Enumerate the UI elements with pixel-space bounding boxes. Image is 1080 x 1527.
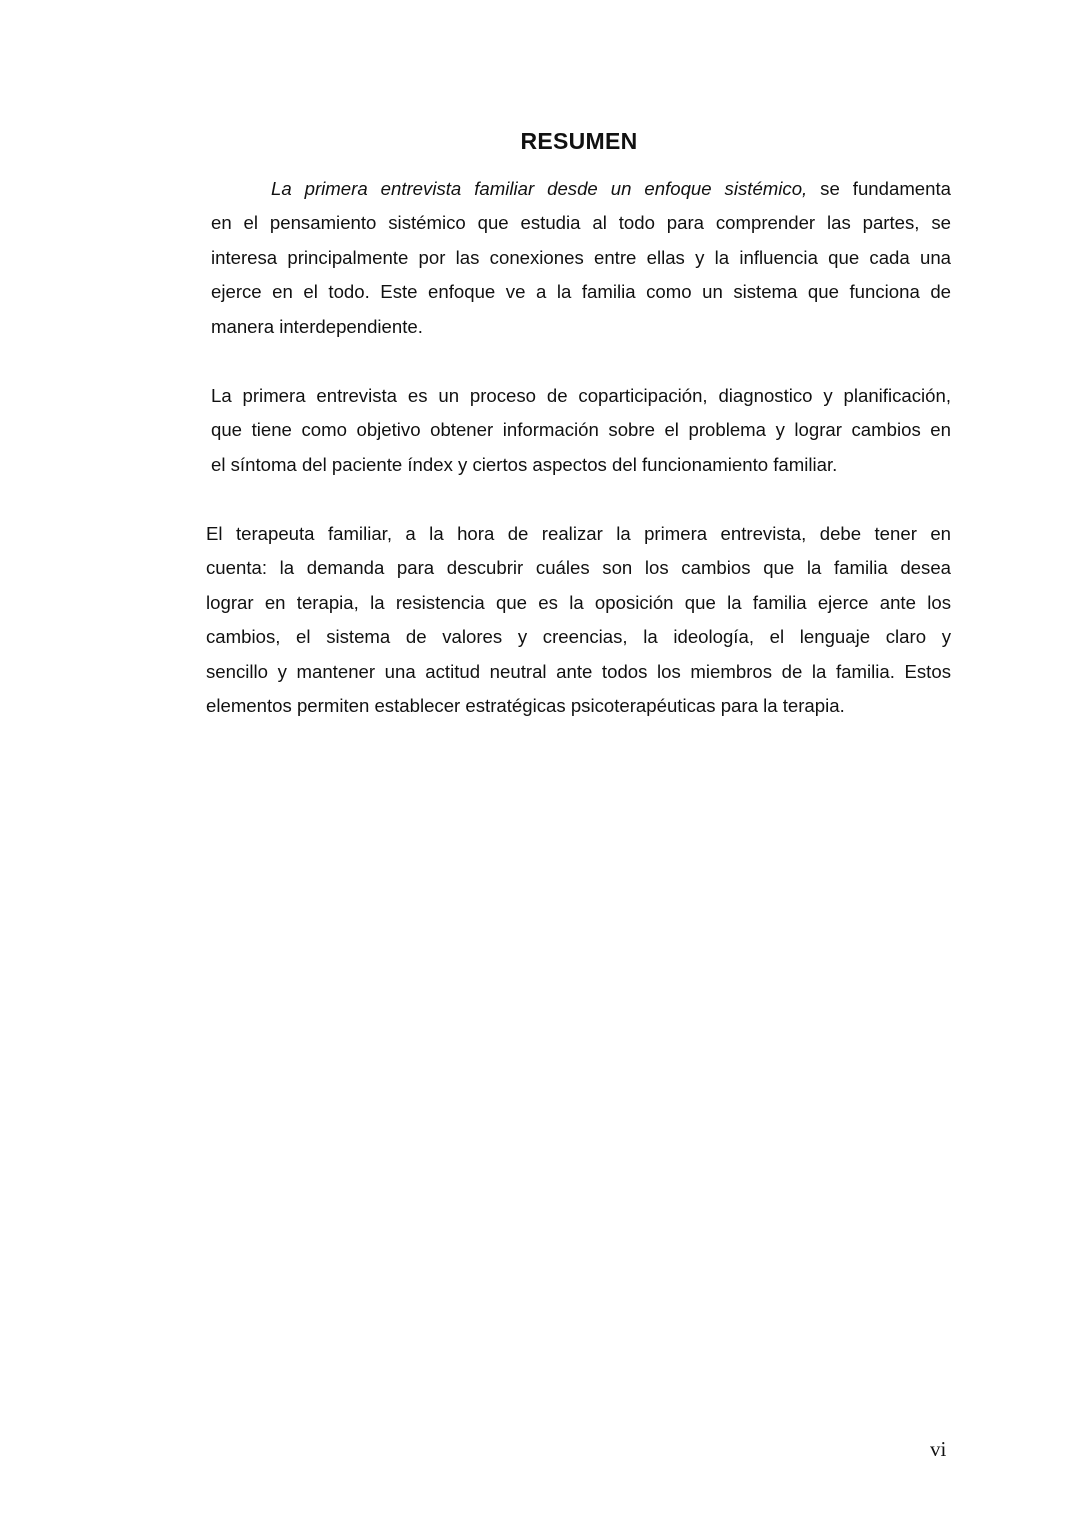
italic-lead: La primera entrevista familiar desde un enfoque sistémico, [271, 178, 808, 199]
paragraph-3 [206, 517, 951, 723]
paragraph-3-line-4: cambios, el sistema de valores y creencias, la ideología, el lenguaje claro y [206, 626, 951, 648]
paragraph-3-line-2: cuenta: la demanda para descubrir cuáles son los cambios que la familia desea [206, 557, 951, 579]
paragraph-2 [211, 379, 951, 482]
line-text: se fundamenta [807, 178, 951, 199]
paragraph-1-line-2: en el pensamiento sistémico que estudia al todo para comprender las partes, se [211, 212, 951, 234]
page-title: RESUMEN [520, 128, 638, 154]
paragraph-1-line-3: interesa principalmente por las conexiones entre ellas y la influencia que cada una [211, 246, 951, 268]
paragraph-3-line-1: El terapeuta familiar, a la hora de realizar la primera entrevista, debe tener en [206, 523, 951, 544]
paragraph-3-line-5: sencillo y mantener una actitud neutral ante todos los miembros de la familia. Estos [206, 660, 951, 682]
paragraph-1-line-1 [211, 172, 951, 206]
paragraph-2-line-2: que tiene como objetivo obtener información sobre el problema y lograr cambios en [211, 419, 951, 441]
paragraph-3-line-6: elementos permiten establecer estratégicas psicoterapéuticas para la terapia. [206, 695, 845, 717]
paragraph-1-line-4: ejerce en el todo. Este enfoque ve a la familia como un sistema que funciona de [211, 281, 951, 303]
paragraph-1-line-5: manera interdependiente. [211, 315, 423, 337]
paragraph-2-line-3: el síntoma del paciente índex y ciertos aspectos del funcionamiento familiar. [211, 453, 838, 475]
paragraph-2-line-1: La primera entrevista es un proceso de coparticipación, diagnostico y planificación, [211, 385, 951, 406]
page-number: vi [930, 1437, 947, 1461]
paragraph-3-line-3: lograr en terapia, la resistencia que es la oposición que la familia ejerce ante los [206, 591, 951, 613]
paragraph-1 [211, 172, 951, 344]
